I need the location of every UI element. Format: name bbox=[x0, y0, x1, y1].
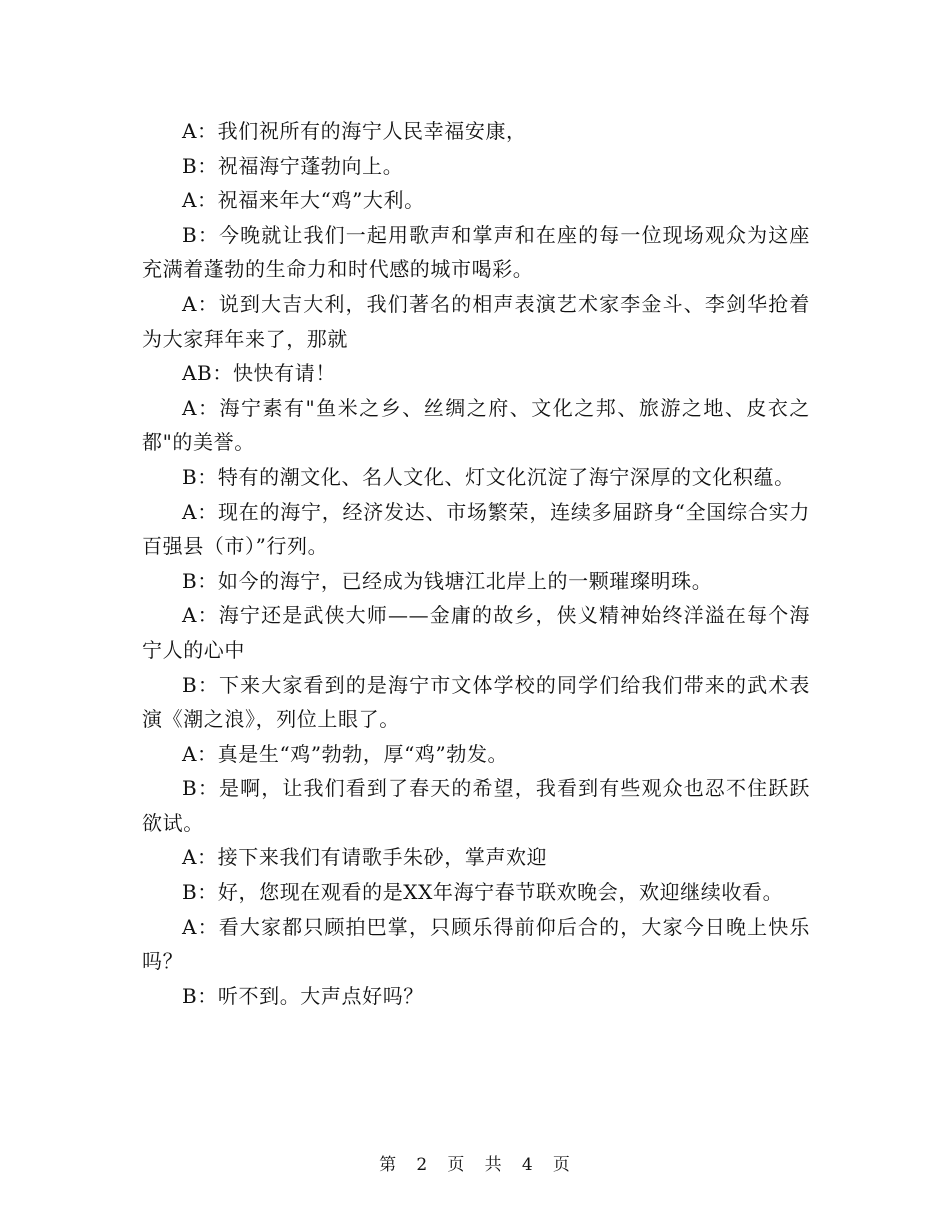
paragraph: B：特有的潮文化、名人文化、灯文化沉淀了海宁深厚的文化积蕴。 bbox=[182, 464, 795, 489]
paragraph: B：今晚就让我们一起用歌声和掌声和在座的每一位现场观众为这座充满着蓬勃的生命力和时代感的城市喝彩。 bbox=[142, 222, 810, 282]
paragraph: A：海宁还是武侠大师——金庸的故乡，侠义精神始终洋溢在每个海宁人的心中 bbox=[142, 603, 810, 662]
paragraph: A：海宁素有"鱼米之乡、丝绸之府、文化之邦、旅游之地、皮衣之都"的美誉。 bbox=[142, 395, 810, 455]
paragraph: B：好，您现在观看的是XX年海宁春节联欢晚会，欢迎继续收看。 bbox=[182, 880, 784, 905]
paragraph: B：听不到。大声点好吗？ bbox=[182, 983, 424, 1008]
footer-label-unit-end: 页 bbox=[552, 1155, 571, 1175]
paragraph: AB：快快有请！ bbox=[182, 361, 336, 386]
paragraph: A：我们祝所有的海宁人民幸福安康， bbox=[182, 119, 527, 143]
paragraph: A：现在的海宁，经济发达、市场繁荣，连续多届跻身“全国综合实力百强县（市）”行列。 bbox=[142, 499, 810, 559]
page-footer bbox=[0, 1150, 950, 1175]
paragraph: A：看大家都只顾拍巴掌，只顾乐得前仰后合的，大家今日晚上快乐吗？ bbox=[142, 914, 810, 974]
footer-current-page: 2 bbox=[416, 1155, 429, 1175]
paragraph: B：下来大家看到的是海宁市文体学校的同学们给我们带来的武术表演《潮之浪》，列位上眼了。 bbox=[142, 672, 810, 732]
paragraph: A：祝福来年大“鸡”大利。 bbox=[182, 188, 425, 213]
footer-label-page: 第 bbox=[379, 1155, 398, 1175]
paragraph: B：祝福海宁蓬勃向上。 bbox=[182, 153, 404, 178]
footer-total-pages: 4 bbox=[521, 1155, 534, 1175]
paragraph: A：接下来我们有请歌手朱砂，掌声欢迎 bbox=[182, 845, 548, 870]
footer-label-unit: 页 bbox=[447, 1155, 466, 1175]
paragraph: B：如今的海宁，已经成为钱塘江北岸上的一颗璀璨明珠。 bbox=[182, 568, 713, 593]
paragraph: B：是啊，让我们看到了春天的希望，我看到有些观众也忍不住跃跃欲试。 bbox=[142, 776, 810, 835]
paragraph: A：真是生“鸡”勃勃，厚“鸡”勃发。 bbox=[182, 741, 509, 766]
footer-label-total: 共 bbox=[484, 1155, 503, 1175]
paragraph: A：说到大吉大利，我们著名的相声表演艺术家李金斗、李剑华抢着为大家拜年来了，那就 bbox=[142, 291, 810, 351]
document-body bbox=[142, 114, 810, 1013]
